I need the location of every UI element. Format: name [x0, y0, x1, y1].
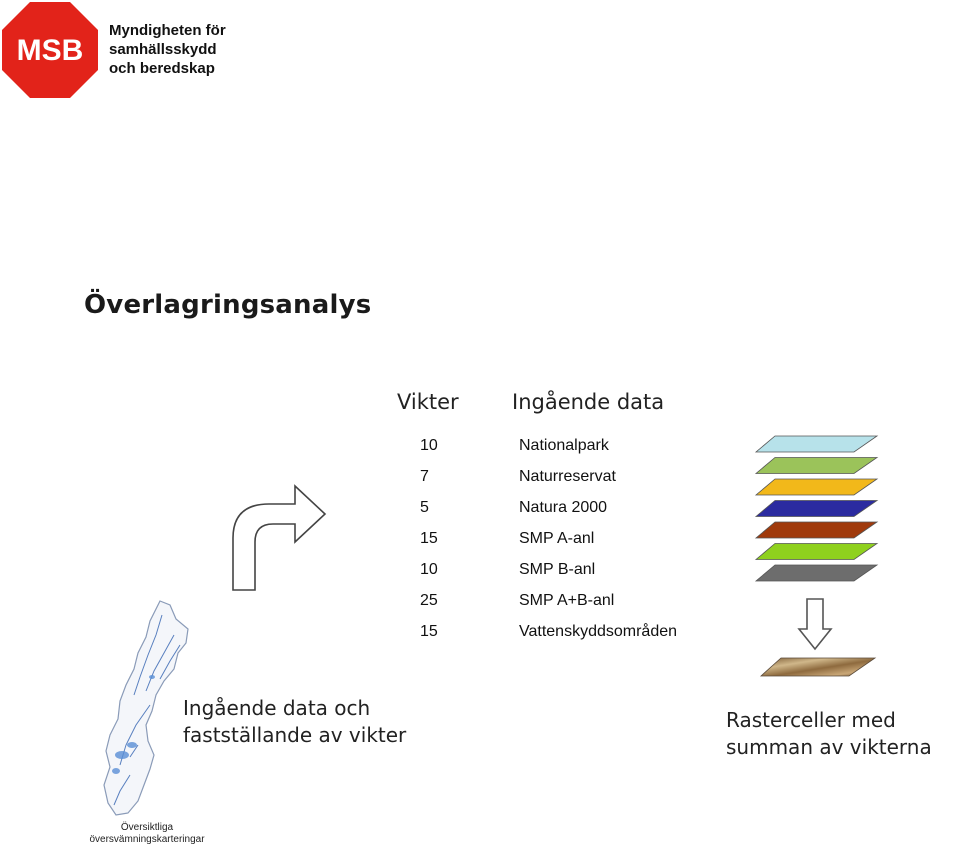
data-layer-name: SMP A-anl — [519, 530, 595, 547]
logo-mark: MSB — [16, 34, 84, 67]
data-layer-name: Nationalpark — [519, 437, 609, 454]
data-layer-sheet — [756, 436, 877, 452]
logo-line-2: samhällsskydd — [109, 41, 217, 58]
data-layer-sheet — [756, 479, 877, 495]
data-layer-name: SMP B-anl — [519, 561, 596, 578]
layer-stack — [750, 430, 885, 590]
page-title: Överlagringsanalys — [84, 290, 372, 320]
data-layer-name: SMP A+B-anl — [519, 592, 615, 609]
result-label-line-2: summan av vikterna — [726, 735, 932, 759]
weight-value: 15 — [420, 530, 438, 547]
result-raster-layer — [755, 655, 880, 681]
input-data-header: Ingående data — [512, 390, 665, 414]
down-arrow-icon — [795, 597, 835, 652]
weight-value: 5 — [420, 499, 429, 516]
data-layer-sheet — [756, 458, 877, 474]
result-label — [726, 707, 932, 761]
logo-text — [109, 21, 226, 78]
map-caption-line-2: översvämningskarteringar — [89, 834, 205, 845]
weight-value: 15 — [420, 623, 438, 640]
weight-value: 10 — [420, 561, 438, 578]
msb-logo-icon — [0, 0, 100, 100]
data-layer-sheet — [756, 544, 877, 560]
result-label-line-1: Rasterceller med — [726, 708, 896, 732]
data-layer-sheet — [756, 522, 877, 538]
logo-line-1: Myndigheten för — [109, 22, 226, 39]
data-layer-sheet — [756, 565, 877, 581]
input-label-line-2: fastställande av vikter — [183, 723, 407, 747]
input-data-label — [183, 695, 406, 749]
weight-value: 25 — [420, 592, 438, 609]
map-caption — [62, 822, 232, 846]
curved-arrow-icon — [225, 480, 335, 595]
data-layer-sheet — [756, 501, 877, 517]
map-caption-line-1: Översiktliga — [120, 822, 174, 833]
weights-header: Vikter — [397, 390, 459, 414]
data-layer-name: Natura 2000 — [519, 499, 608, 516]
data-layer-name: Vattenskyddsområden — [519, 623, 678, 640]
data-layer-name: Naturreservat — [519, 468, 616, 485]
weight-value: 10 — [420, 437, 438, 454]
weight-value: 7 — [420, 468, 429, 485]
input-label-line-1: Ingående data och — [183, 696, 371, 720]
logo-line-3: och beredskap — [109, 60, 215, 77]
